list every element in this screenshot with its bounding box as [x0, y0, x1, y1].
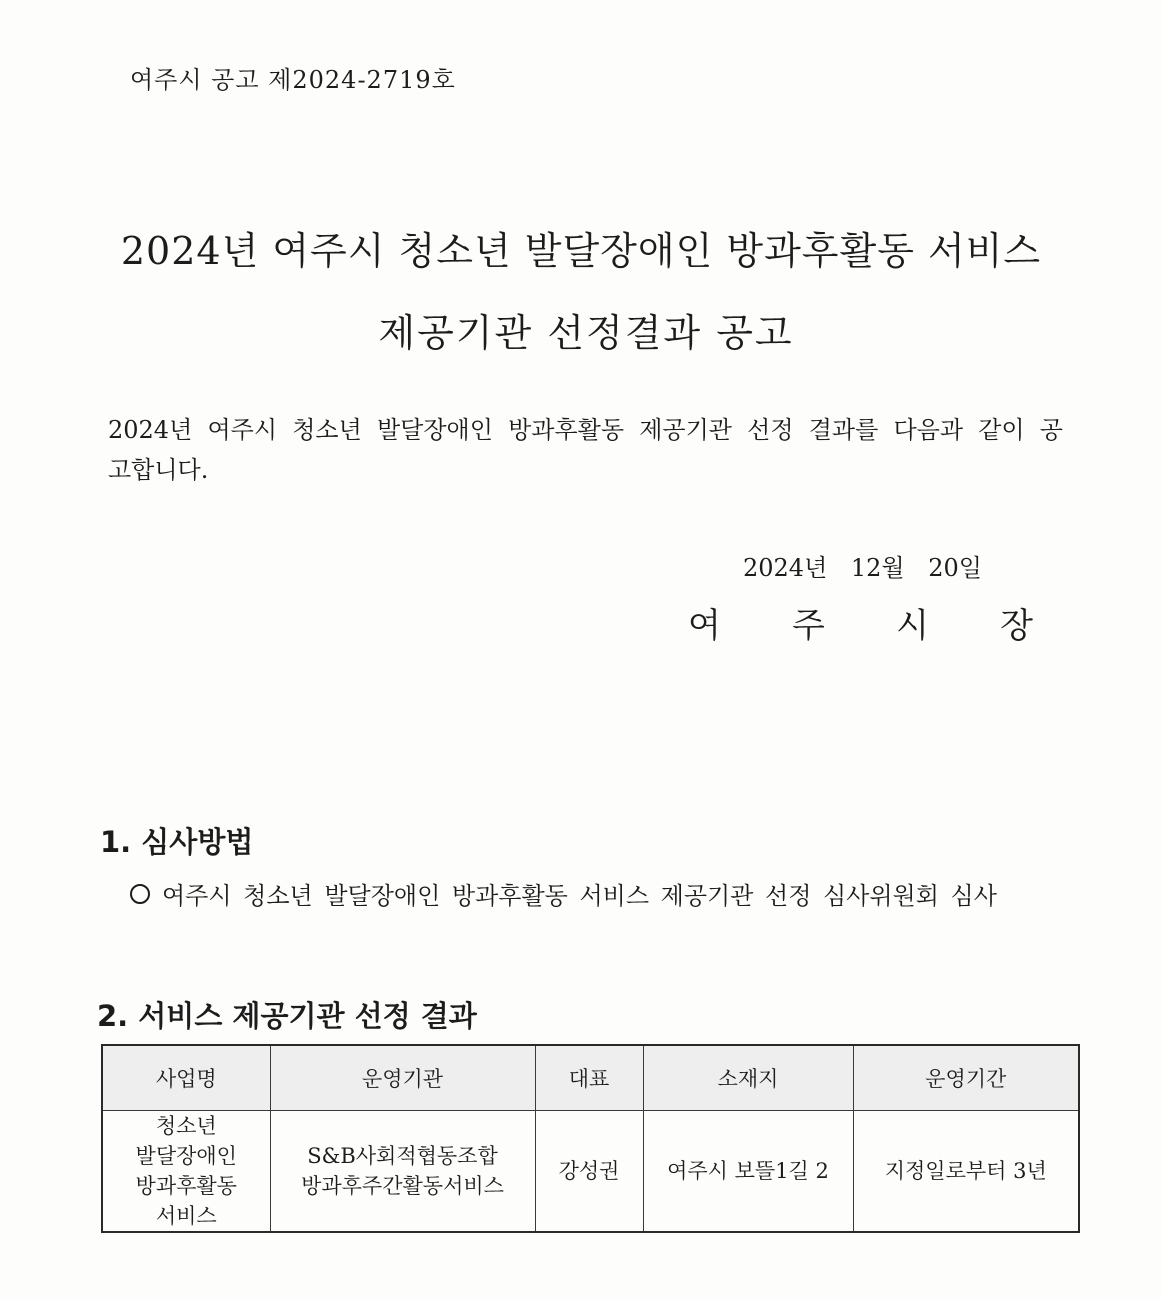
table-header-row: [102, 1045, 1079, 1111]
cell-location: 여주시 보뜰1길 2: [643, 1111, 853, 1233]
notice-date: 2024년 12월 20일: [743, 554, 982, 582]
header-business-name: 사업명: [102, 1045, 270, 1111]
header-location: 소재지: [643, 1045, 853, 1111]
title-line-2: 제공기관 선정결과 공고: [378, 311, 794, 355]
issuer-name: [688, 598, 1033, 647]
notice-number: 여주시 공고 제2024-2719호: [130, 66, 456, 94]
issuer-char: 시: [896, 606, 929, 646]
cell-period: 지정일로부터 3년: [853, 1111, 1079, 1233]
result-table: [101, 1044, 1080, 1233]
section-1-heading: 1. 심사방법: [100, 825, 254, 859]
issuer-char: 장: [1000, 606, 1033, 646]
table-row: [102, 1111, 1079, 1233]
issuer-char: 주: [792, 606, 825, 646]
header-operator: 운영기관: [270, 1045, 535, 1111]
header-representative: 대표: [535, 1045, 643, 1111]
header-period: 운영기간: [853, 1045, 1079, 1111]
section-1-item: [130, 876, 997, 911]
section-2-heading: 2. 서비스 제공기관 선정 결과: [97, 999, 477, 1033]
operator-line: 방과후주간활동서비스: [301, 1174, 504, 1198]
business-name-line: 서비스: [155, 1204, 217, 1228]
circle-bullet-icon: [130, 884, 150, 904]
cell-business-name: [102, 1111, 270, 1233]
issuer-char: 여: [688, 606, 721, 646]
body-text: 2024년 여주시 청소년 발달장애인 방과후활동 제공기관 선정 결과를 다음과 같이 공고합니다.: [108, 416, 1063, 484]
operator-line: S&B사회적협동조합: [307, 1144, 498, 1168]
title-line-1: 2024년 여주시 청소년 발달장애인 방과후활동 서비스: [120, 229, 1042, 273]
business-name-line: 발달장애인: [135, 1144, 237, 1168]
business-name-line: 청소년: [155, 1114, 217, 1138]
business-name-line: 방과후활동: [135, 1174, 237, 1198]
cell-operator: [270, 1111, 535, 1233]
cell-representative: 강성권: [535, 1111, 643, 1233]
section-1-item-text: 여주시 청소년 발달장애인 방과후활동 서비스 제공기관 선정 심사위원회 심사: [162, 882, 997, 910]
